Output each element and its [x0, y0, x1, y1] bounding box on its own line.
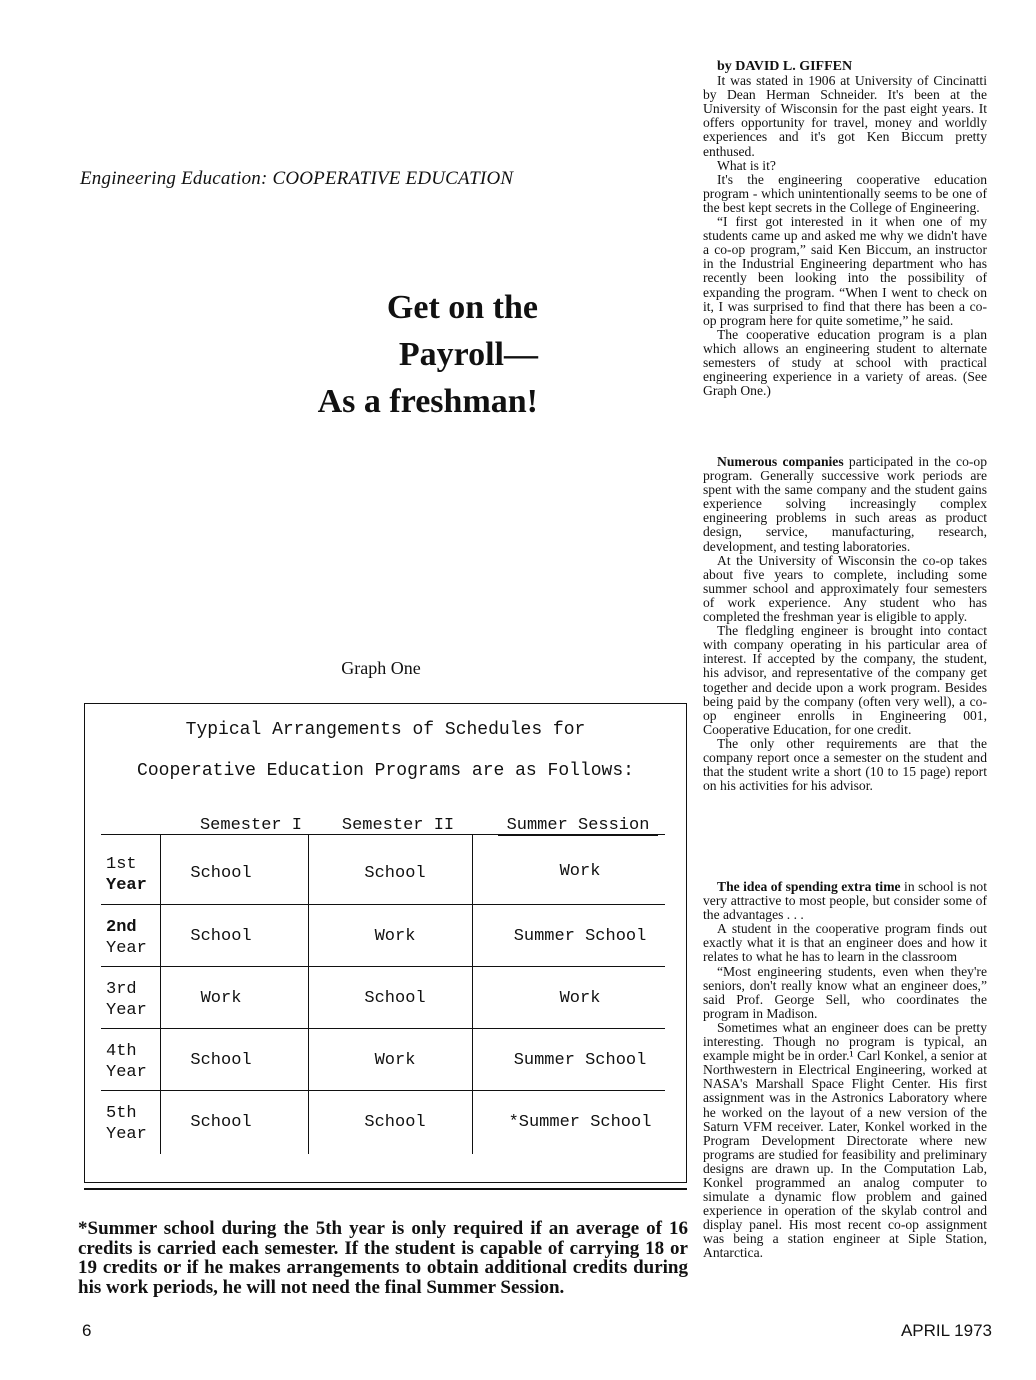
year-number: 5th — [106, 1104, 137, 1123]
cell-summer: Summer School — [513, 927, 647, 946]
article-paragraph: It's the engineering cooperative education program - which unintentionally seems to be one of the best kept secrets in the College of Engineering. — [703, 171, 987, 215]
year-label — [106, 979, 147, 1021]
headline-line-1: Get on the — [386, 289, 538, 326]
cell-semester-2: School — [364, 864, 426, 883]
cell-semester-1: Work — [200, 989, 242, 1008]
column-header-summer: Summer Session — [498, 816, 658, 836]
article-paragraph: The fledgling engineer is brought into contact with company operating in his particular area of interest. If accepted by the company, the student, his advisor, and representative of the company get together and decide upon a work program. Besides being paid by the company (often very well), a co-op engineer enrolls in Engineering 001, Cooperative Education, for one credit. — [703, 623, 987, 737]
cell-semester-1: School — [190, 927, 252, 946]
article-paragraph: The cooperative education program is a plan which allows an engineering student to alternate semesters of study at school with practical engineering experience in a variety of areas. (See Graph One.) — [703, 326, 987, 399]
article-paragraph — [703, 455, 987, 554]
year-label — [106, 1103, 147, 1145]
article-block-1 — [703, 60, 987, 398]
year-word: Year — [106, 1063, 147, 1082]
cell-semester-2: School — [364, 989, 426, 1008]
year-label — [106, 1041, 147, 1083]
year-word: Year — [106, 1125, 147, 1144]
byline: by DAVID L. GIFFEN — [717, 59, 853, 74]
year-number: 4th — [106, 1042, 137, 1061]
year-word: Year — [106, 1001, 147, 1020]
table-row — [101, 1031, 665, 1093]
article-paragraph — [703, 880, 987, 922]
cell-semester-1: School — [190, 1113, 252, 1132]
headline-line-2: Payroll— — [398, 336, 538, 373]
cell-summer: Summer School — [513, 1051, 647, 1070]
article-paragraph: Sometimes what an engineer does can be pretty interesting. Though no program is typical, an example might be in order.¹ Carl Konkel, a senior at Northwestern in Electrical Engineering, worked at NASA's Marshall Space Flight Center. His first assignment was in the Astronics Laboratory where he worked on the layout of a new version of the Saturn VFM receiver. Later, Konkel worked in the Program Development Directorate where new programs are studied for feasibility and preliminary designs are drawn up. In the Computation Lab, Konkel programmed an analog computer to simulate a dynamic flow problem and gained experience in operation of the skylab control and display panel. His most recent co-op assignment was being a station engineer at Siple Station, Antarctica. — [703, 1019, 987, 1261]
year-word: Year — [106, 939, 147, 958]
page-number: 6 — [82, 1321, 92, 1340]
article-block-3 — [703, 880, 987, 1261]
headline — [280, 284, 538, 425]
cell-summer: *Summer School — [508, 1113, 652, 1132]
article-paragraph: “Most engineering students, even when they're seniors, don't really know what an engineer does,” said Prof. George Sell, who coordinates the program in Madison. — [703, 963, 987, 1021]
run-in-lead: Numerous companies — [717, 454, 844, 469]
run-in-lead: The idea of spending extra time — [717, 879, 901, 894]
table-rule — [101, 834, 665, 835]
table-row — [101, 969, 665, 1031]
paragraph-text: participated in the co-op program. Generally successive work periods are spent with the same company and the student gains experience solving increasingly complex engineering problems in such areas as product design, service, manufacturing, research, development, and testing laboratories. — [703, 454, 987, 554]
article-block-2 — [703, 455, 987, 793]
year-number: 1st — [106, 855, 137, 874]
section-kicker: Engineering Education: COOPERATIVE EDUCATION — [80, 168, 514, 189]
graph-bottom-rule — [84, 1188, 687, 1190]
cell-semester-2: Work — [374, 1051, 416, 1070]
paragraph-text: in school is not very attractive to most people, but consider some of the advantages . . . — [703, 879, 987, 923]
cell-semester-2: School — [364, 1113, 426, 1132]
cell-summer: Work — [559, 989, 601, 1008]
table-footnote: *Summer school during the 5th year is only required if an average of 16 credits is carried each semester. If the student is capable of carrying 18 or 19 credits or if he makes arrangements to obtain additional credits during his work periods, he will not need the final Summer Session. — [78, 1218, 688, 1298]
schedule-table — [84, 703, 687, 1183]
graph-label: Graph One — [341, 658, 421, 678]
year-label — [106, 917, 147, 959]
article-paragraph: A student in the cooperative program finds out exactly what it is that an engineer does and how it relates to what he has to learn in the classroom — [703, 921, 987, 965]
table-title-line-2: Cooperative Education Programs are as Follows: — [137, 761, 634, 781]
year-number: 3rd — [106, 980, 137, 999]
article-paragraph: What is it? — [717, 157, 776, 173]
year-label — [106, 854, 147, 896]
cell-summer: Work — [559, 862, 601, 881]
year-word: Year — [106, 876, 147, 895]
column-header-semester-2: Semester II — [341, 816, 455, 835]
issue-date: APRIL 1973 — [900, 1321, 992, 1340]
cell-semester-1: School — [190, 864, 252, 883]
article-paragraph: It was stated in 1906 at University of Cincinatti by Dean Herman Schneider. It's been at the University of Wisconsin for the past eight years. It offers opportunity for travel, money and worldly experiences and it's got Ken Biccum pretty enthused. — [703, 73, 987, 159]
article-paragraph: “I first got interested in it when one of my students came up and asked me why we didn't have a co-op program,” said Ken Biccum, an instructor in the Industrial Engineering department who has recently been looking into the possibility of expanding the program. “When I went to check on it, I was surprised to find that there has been a co-op program here for quite sometime,” he said. — [703, 214, 987, 328]
headline-line-3: As a freshman! — [317, 383, 538, 420]
cell-semester-2: Work — [374, 927, 416, 946]
table-row — [101, 907, 665, 969]
table-title-line-1: Typical Arrangements of Schedules for — [185, 720, 586, 740]
table-row — [101, 844, 665, 906]
year-number: 2nd — [106, 918, 137, 937]
cell-semester-1: School — [190, 1051, 252, 1070]
table-row — [101, 1093, 665, 1155]
article-paragraph: The only other requirements are that the company report once a semester on the student and that the student write a short (10 to 15 page) report on his activities for his advisor. — [703, 735, 987, 794]
column-header-semester-1: Semester I — [199, 816, 303, 835]
article-paragraph: At the University of Wisconsin the co-op takes about five years to complete, including some summer school and approximately four semesters of work experience. Any student who has completed the freshman year is eligible to apply. — [703, 552, 987, 625]
